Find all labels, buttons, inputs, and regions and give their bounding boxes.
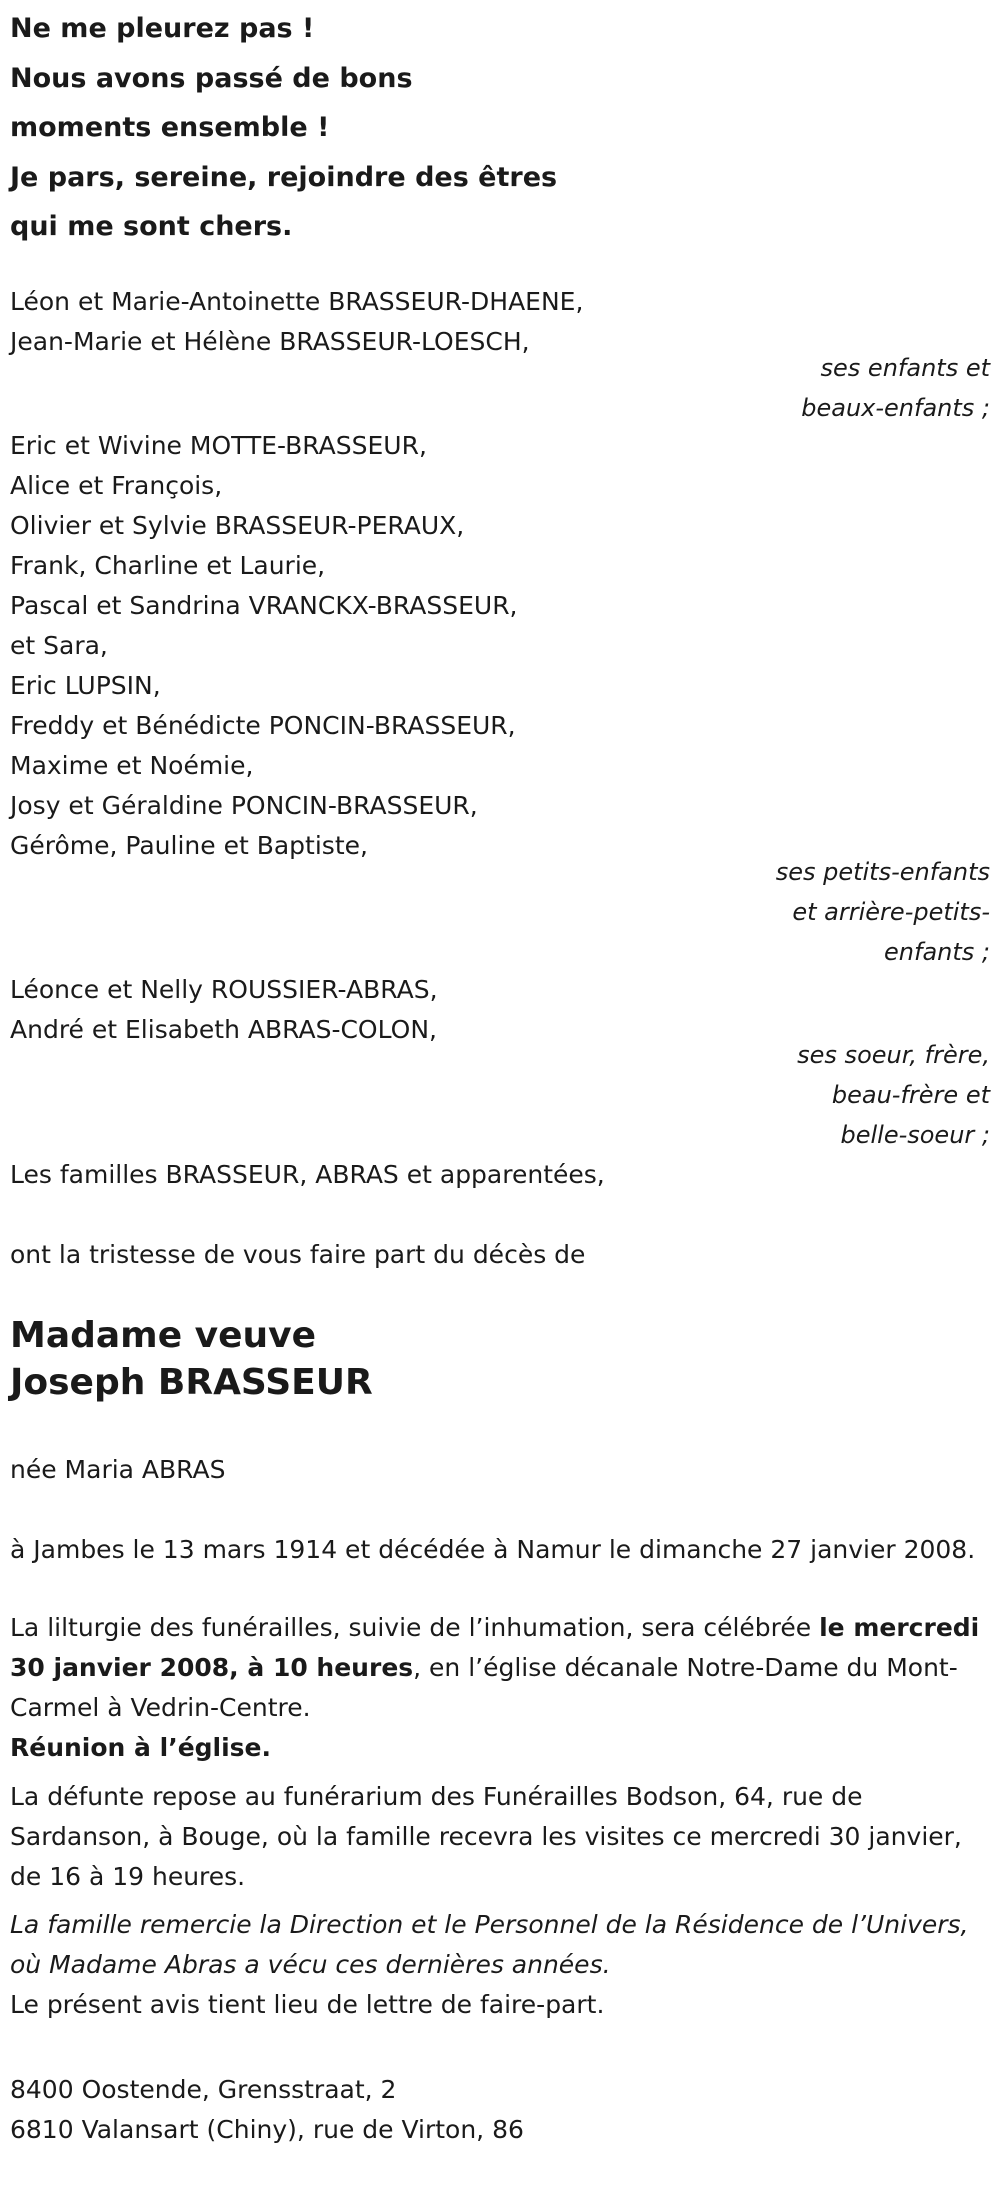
name-line: et Sara, [10, 631, 108, 660]
liturgy-paragraph [10, 1608, 995, 1728]
relation-line: beau-frère et [831, 1081, 990, 1109]
thanks-paragraph: La famille remercie la Direction et le Personnel de la Résidence de l’Univers, où Madame Abras a vécu ces dernières années. [10, 1910, 969, 1979]
maiden-name-text: née Maria ABRAS [10, 1455, 226, 1484]
name-line: Alice et François, [10, 471, 223, 500]
name-line: Josy et Géraldine PONCIN-BRASSEUR, [10, 791, 478, 820]
addresses [10, 2070, 995, 2150]
deceased-line-1: Madame veuve [10, 1315, 317, 1356]
name-line: Gérôme, Pauline et Baptiste, [10, 831, 368, 860]
maiden-name [10, 1450, 995, 1490]
opening-verse [10, 4, 995, 252]
repose-paragraph: La défunte repose au funérarium des Funérailles Bodson, 64, rue de Sardanson, à Bouge, où la famille recevra les visites ce mercredi 30 janvier, de 16 à 19 heures. [10, 1782, 962, 1891]
name-line: André et Elisabeth ABRAS-COLON, [10, 1015, 437, 1044]
address-line: 8400 Oostende, Grensstraat, 2 [10, 2075, 397, 2104]
siblings-relation [530, 1035, 990, 1155]
deceased-name [10, 1312, 995, 1406]
relation-line: beaux-enfants ; [801, 394, 990, 422]
relation-line: belle-soeur ; [840, 1121, 990, 1149]
relation-line: et arrière-petits- [792, 898, 990, 926]
children-relation [530, 348, 990, 428]
name-line: Eric LUPSIN, [10, 671, 161, 700]
announcement [10, 1235, 995, 1275]
name-line: Eric et Wivine MOTTE-BRASSEUR, [10, 431, 427, 460]
verse-line: Ne me pleurez pas ! [10, 13, 315, 44]
address-line: 6810 Valansart (Chiny), rue de Virton, 86 [10, 2115, 524, 2144]
name-line: Pascal et Sandrina VRANCKX-BRASSEUR, [10, 591, 518, 620]
verse-line: qui me sont chers. [10, 211, 293, 242]
name-line: Jean-Marie et Hélène BRASSEUR-LOESCH, [10, 327, 530, 356]
relation-line: ses enfants et [820, 354, 990, 382]
name-line: Olivier et Sylvie BRASSEUR-PERAUX, [10, 511, 465, 540]
grandchildren-relation [530, 852, 990, 972]
reunion-note: Réunion à l’église. [10, 1733, 272, 1762]
liturgy-date-time: le mercredi 30 janvier 2008, à 10 heures [10, 1613, 980, 1682]
name-line: Léon et Marie-Antoinette BRASSEUR-DHAENE, [10, 287, 584, 316]
families-text: Les familles BRASSEUR, ABRAS et apparentées, [10, 1160, 605, 1189]
verse-line: Je pars, sereine, rejoindre des êtres [10, 161, 558, 193]
liturgy-text-after: , en l’église décanale Notre-Dame du Mont-Carmel à Vedrin-Centre. [10, 1653, 958, 1722]
families-line [10, 1155, 995, 1195]
name-line: Frank, Charline et Laurie, [10, 551, 326, 580]
notice-line: Le présent avis tient lieu de lettre de faire-part. [10, 1990, 605, 2019]
name-line: Léonce et Nelly ROUSSIER-ABRAS, [10, 975, 438, 1004]
verse-line: moments ensemble ! [10, 112, 330, 143]
announcement-text: ont la tristesse de vous faire part du décès de [10, 1240, 586, 1269]
deceased-line-2: Joseph BRASSEUR [10, 1362, 373, 1403]
verse-line: Nous avons passé de bons [10, 62, 413, 94]
relation-line: ses soeur, frère, [797, 1041, 990, 1069]
relation-line: enfants ; [884, 938, 990, 966]
name-line: Freddy et Bénédicte PONCIN-BRASSEUR, [10, 711, 516, 740]
name-line: Maxime et Noémie, [10, 751, 254, 780]
liturgy-text-before: La lilturgie des funérailles, suivie de l’inhumation, sera célébrée [10, 1613, 820, 1642]
birth-death-paragraph: à Jambes le 13 mars 1914 et décédée à Namur le dimanche 27 janvier 2008. [10, 1535, 976, 1564]
relation-line: ses petits-enfants [775, 858, 990, 886]
grandchildren-names [10, 426, 995, 866]
